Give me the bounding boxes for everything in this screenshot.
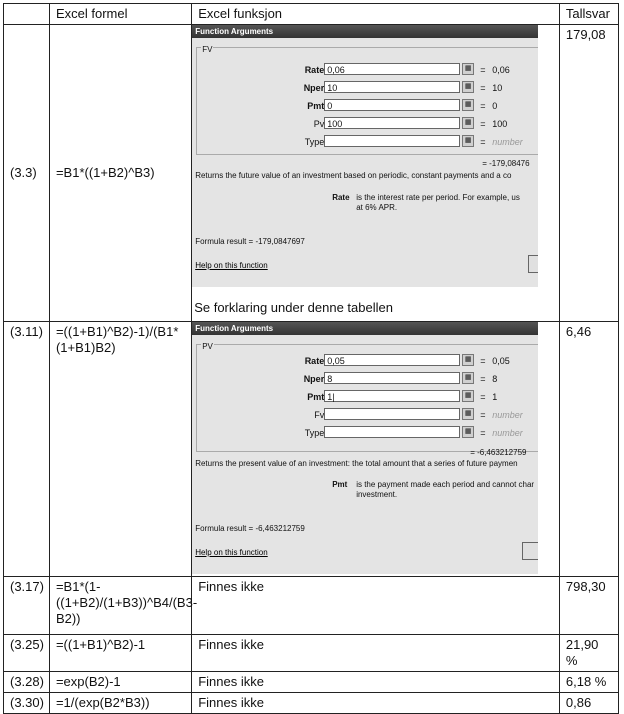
row-formula: =exp(B2)-1: [49, 672, 191, 693]
row-result: 6,18 %: [559, 672, 618, 693]
row-formula: =B1*((1+B2)^B3): [49, 25, 191, 322]
row-id: (3.17): [4, 577, 50, 635]
ok-button[interactable]: [528, 255, 538, 273]
arg-equals: =: [480, 428, 486, 438]
function-description: Returns the future value of an investment based on periodic, constant payments and a co: [195, 171, 512, 180]
nper-input[interactable]: 8: [324, 372, 460, 384]
header-cell: Excel formel: [49, 4, 191, 25]
table-row: [4, 693, 619, 714]
arg-equals: =: [480, 65, 486, 75]
nper-input[interactable]: 10: [324, 81, 460, 93]
arg-label: Rate: [304, 356, 325, 366]
arg-label: Pmt: [307, 392, 325, 402]
pv-input[interactable]: 100: [324, 117, 460, 129]
arg-equals: =: [480, 101, 486, 111]
header-cell: [4, 4, 50, 25]
row-function: Finnes ikke: [192, 635, 560, 672]
row-id: (3.25): [4, 635, 50, 672]
arg-row-type: [192, 135, 538, 149]
collapse-dialog-icon[interactable]: ▦: [462, 408, 474, 420]
row-result: 798,30: [559, 577, 618, 635]
arg-help-text: is the interest rate per period. For example, us: [356, 193, 520, 202]
arg-result: 0,06: [492, 65, 510, 75]
table-row: [4, 322, 619, 577]
table-row: [4, 577, 619, 635]
row-formula: =((1+B1)^B2)-1: [49, 635, 191, 672]
group-label: PV: [201, 339, 214, 355]
row-function: Finnes ikke: [192, 672, 560, 693]
formula-result: Formula result = -6,463212759: [195, 524, 305, 533]
collapse-dialog-icon[interactable]: ▦: [462, 426, 474, 438]
fv-dialog-cell: [192, 25, 560, 322]
header-cell: Tallsvar: [559, 4, 618, 25]
arg-help-name: Rate: [332, 193, 350, 202]
arg-row-rate: [192, 354, 538, 368]
arg-equals: =: [480, 410, 486, 420]
help-link[interactable]: Help on this function: [195, 261, 268, 270]
collapse-dialog-icon[interactable]: ▦: [462, 81, 474, 93]
collapse-dialog-icon[interactable]: ▦: [462, 372, 474, 384]
arg-row-pmt: [192, 99, 538, 113]
arg-row-pmt: [192, 390, 538, 404]
arg-equals: =: [480, 119, 486, 129]
fv-input[interactable]: [324, 408, 460, 420]
arg-row-rate: [192, 63, 538, 77]
formula-table: [3, 3, 619, 714]
arg-label: Fv: [314, 410, 325, 420]
arg-result: 10: [492, 83, 503, 93]
arg-help-text-2: investment.: [356, 490, 398, 499]
row-result: 6,46: [559, 322, 618, 577]
arg-row-nper: [192, 81, 538, 95]
row-formula: =((1+B1)^B2)-1)/(B1*(1+B1)B2): [49, 322, 191, 577]
arg-row-type: [192, 426, 538, 440]
row-id: (3.11): [4, 322, 50, 577]
arg-equals: =: [480, 83, 486, 93]
arg-help-name: Pmt: [332, 480, 348, 489]
table-row: [4, 672, 619, 693]
arg-label: Type: [304, 428, 325, 438]
arg-help-text-2: at 6% APR.: [356, 203, 398, 212]
arg-equals: =: [480, 392, 486, 402]
arg-result: 100: [492, 119, 508, 129]
formula-result: Formula result = -179,0847697: [195, 237, 305, 246]
collapse-dialog-icon[interactable]: ▦: [462, 135, 474, 147]
arg-label: Type: [304, 137, 325, 147]
arg-result: 8: [492, 374, 498, 384]
arg-result: 1: [492, 392, 498, 402]
arg-result: 0,05: [492, 356, 510, 366]
row-function: Finnes ikke: [192, 693, 560, 714]
function-total: = -179,08476: [482, 159, 530, 168]
dialog-title: Function Arguments: [192, 322, 538, 335]
header-cell: Excel funksjon: [192, 4, 560, 25]
row-function: Finnes ikke: [192, 577, 560, 635]
function-total: = -6,463212759: [470, 448, 527, 457]
group-label: FV: [201, 42, 213, 58]
help-link[interactable]: Help on this function: [195, 548, 268, 557]
collapse-dialog-icon[interactable]: ▦: [462, 117, 474, 129]
arg-result: number: [492, 137, 523, 147]
arg-row-fv: [192, 408, 538, 422]
arg-label: Nper: [303, 374, 325, 384]
arg-label: Rate: [304, 65, 325, 75]
collapse-dialog-icon[interactable]: ▦: [462, 63, 474, 75]
arg-label: Nper: [303, 83, 325, 93]
note-text: Se forklaring under denne tabellen: [194, 300, 393, 315]
type-input[interactable]: [324, 426, 460, 438]
function-description: Returns the present value of an investment: the total amount that a series of future paymen: [195, 459, 518, 468]
row-formula: =1/(exp(B2*B3)): [49, 693, 191, 714]
ok-button[interactable]: [522, 542, 538, 560]
collapse-dialog-icon[interactable]: ▦: [462, 390, 474, 402]
dialog-title: Function Arguments: [192, 25, 538, 38]
header-row: [4, 4, 619, 25]
collapse-dialog-icon[interactable]: ▦: [462, 354, 474, 366]
table-row: [4, 25, 619, 322]
arg-label: Pv: [313, 119, 325, 129]
rate-input[interactable]: 0,05: [324, 354, 460, 366]
arg-row-nper: [192, 372, 538, 386]
pmt-input[interactable]: 0: [324, 99, 460, 111]
pv-dialog-cell: [192, 322, 560, 577]
arg-result: number: [492, 428, 523, 438]
row-formula: =B1*(1-((1+B2)/(1+B3))^B4/(B3-B2)): [49, 577, 191, 635]
row-id: (3.3): [4, 25, 50, 322]
row-id: (3.28): [4, 672, 50, 693]
table-row: [4, 635, 619, 672]
arg-result: 0: [492, 101, 498, 111]
arg-help-text: is the payment made each period and cannot char: [356, 480, 535, 489]
row-result: 0,86: [559, 693, 618, 714]
fv-dialog: [192, 25, 538, 287]
row-result: 179,08: [559, 25, 618, 322]
arg-label: Pmt: [307, 101, 325, 111]
arg-row-pv: [192, 117, 538, 131]
arg-equals: =: [480, 374, 486, 384]
row-id: (3.30): [4, 693, 50, 714]
row-result: 21,90 %: [559, 635, 618, 672]
pmt-input[interactable]: 1|: [324, 390, 460, 402]
arg-equals: =: [480, 137, 486, 147]
arg-equals: =: [480, 356, 486, 366]
collapse-dialog-icon[interactable]: ▦: [462, 99, 474, 111]
rate-input[interactable]: 0,06: [324, 63, 460, 75]
arg-result: number: [492, 410, 523, 420]
type-input[interactable]: [324, 135, 460, 147]
pv-dialog: [192, 322, 538, 574]
